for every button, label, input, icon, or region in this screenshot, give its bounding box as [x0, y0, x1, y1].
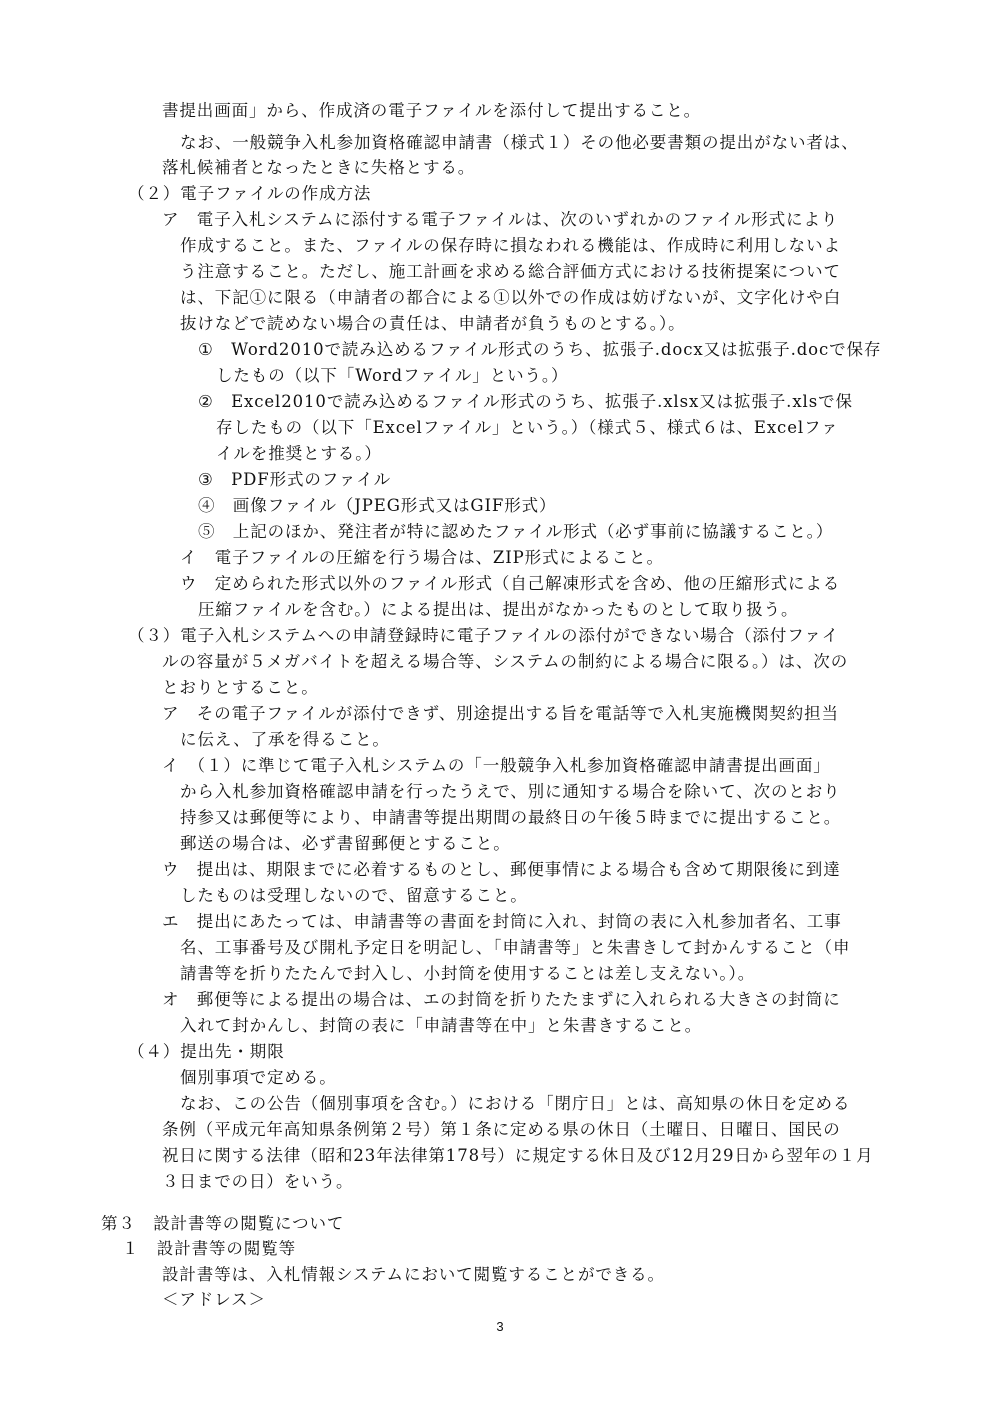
- text-line: に伝え、了承を得ること。: [180, 730, 390, 749]
- text-line: 入れて封かんし、封筒の表に「申請書等在中」と朱書きすること。: [180, 1016, 702, 1035]
- text-line: イ 電子ファイルの圧縮を行う場合は、ZIP形式によること。: [180, 548, 664, 567]
- text-line: 書提出画面」から、作成済の電子ファイルを添付して提出すること。: [162, 101, 702, 120]
- page-number: 3: [496, 1319, 504, 1334]
- section-heading: １ 設計書等の閲覧等: [122, 1239, 296, 1258]
- text-line: ３日までの日）をいう。: [162, 1172, 354, 1191]
- text-line: エ 提出にあたっては、申請書等の書面を封筒に入れ、封筒の表に入札参加者名、工事: [162, 912, 842, 931]
- text-line: から入札参加資格確認申請を行ったうえで、別に通知する場合を除いて、次のとおり: [180, 782, 841, 801]
- section-heading: （４）提出先・期限: [128, 1042, 285, 1061]
- text-line: 設計書等は、入札情報システムにおいて閲覧することができる。: [162, 1265, 665, 1284]
- section-heading: （３）電子入札システムへの申請登録時に電子ファイルの添付ができない場合（添付ファイ: [128, 626, 840, 645]
- text-line: ④ 画像ファイル（JPEG形式又はGIF形式）: [198, 496, 557, 515]
- text-line: ① Word2010で読み込めるファイル形式のうち、拡張子.docx又は拡張子.docで保存: [198, 340, 882, 359]
- text-line: 郵送の場合は、必ず書留郵便とすること。: [180, 834, 511, 853]
- text-line: ア その電子ファイルが添付できず、別途提出する旨を電話等で入札実施機関契約担当: [162, 704, 839, 723]
- text-line: とおりとすること。: [162, 678, 319, 697]
- chapter-heading: 第３ 設計書等の閲覧について: [101, 1214, 345, 1233]
- text-line: オ 郵便等による提出の場合は、エの封筒を折りたたまずに入れられる大きさの封筒に: [162, 990, 841, 1009]
- text-line: は、下記①に限る（申請者の都合による①以外での作成は妨げないが、文字化けや白: [180, 288, 842, 307]
- text-line: 作成すること。また、ファイルの保存時に損なわれる機能は、作成時に利用しないよ: [180, 236, 841, 255]
- text-line: ＜アドレス＞: [162, 1290, 266, 1309]
- text-line: ② Excel2010で読み込めるファイル形式のうち、拡張子.xlsx又は拡張子.xlsで保: [198, 392, 853, 411]
- text-line: したもの（以下「Wordファイル」という。）: [216, 366, 569, 385]
- text-line: 条例（平成元年高知県条例第２号）第１条に定める県の休日（土曜日、日曜日、国民の: [162, 1120, 841, 1139]
- text-line: う注意すること。ただし、施工計画を求める総合評価方式における技術提案について: [180, 262, 841, 281]
- text-line: なお、一般競争入札参加資格確認申請書（様式１）その他必要書類の提出がない者は、: [180, 133, 859, 152]
- text-line: ウ 提出は、期限までに必着するものとし、郵便事情による場合も含めて期限後に到達: [162, 860, 841, 879]
- text-line: 抜けなどで読めない場合の責任は、申請者が負うものとする。）。: [180, 314, 686, 333]
- section-heading: （２）電子ファイルの作成方法: [128, 184, 372, 203]
- text-line: ルの容量が５メガバイトを超える場合等、システムの制約による場合に限る。）は、次の: [162, 652, 849, 671]
- text-line: 個別事項で定める。: [180, 1068, 337, 1087]
- text-line: ③ PDF形式のファイル: [198, 470, 392, 489]
- text-line: ア 電子入札システムに添付する電子ファイルは、次のいずれかのファイル形式により: [162, 210, 839, 229]
- text-line: 圧縮ファイルを含む。）による提出は、提出がなかったものとして取り扱う。: [198, 600, 799, 619]
- text-line: 落札候補者となったときに失格とする。: [162, 158, 476, 177]
- text-line: ウ 定められた形式以外のファイル形式（自己解凍形式を含め、他の圧縮形式による: [180, 574, 841, 593]
- text-line: ⑤ 上記のほか、発注者が特に認めたファイル形式（必ず事前に協議すること。）: [198, 522, 834, 541]
- text-line: 請書等を折りたたんで封入し、小封筒を使用することは差し支えない。）。: [180, 964, 756, 983]
- text-line: イルを推奨とする。）: [216, 444, 382, 463]
- text-line: 持参又は郵便等により、申請書等提出期間の最終日の午後５時までに提出すること。: [180, 808, 842, 827]
- text-line: 祝日に関する法律（昭和23年法律第178号）に規定する休日及び12月29日から翌年の１月: [162, 1146, 874, 1165]
- text-line: したものは受理しないので、留意すること。: [180, 886, 528, 905]
- text-line: なお、この公告（個別事項を含む。）における「閉庁日」とは、高知県の休日を定める: [180, 1094, 851, 1113]
- text-line: 名、工事番号及び開札予定日を明記し、「申請書等」と朱書きして封かんすること（申: [180, 938, 851, 957]
- text-line: 存したもの（以下「Excelファイル」という。）（様式５、様式６は、Excelファ: [216, 418, 839, 437]
- text-line: イ （１）に準じて電子入札システムの「一般競争入札参加資格確認申請書提出画面」: [162, 756, 831, 775]
